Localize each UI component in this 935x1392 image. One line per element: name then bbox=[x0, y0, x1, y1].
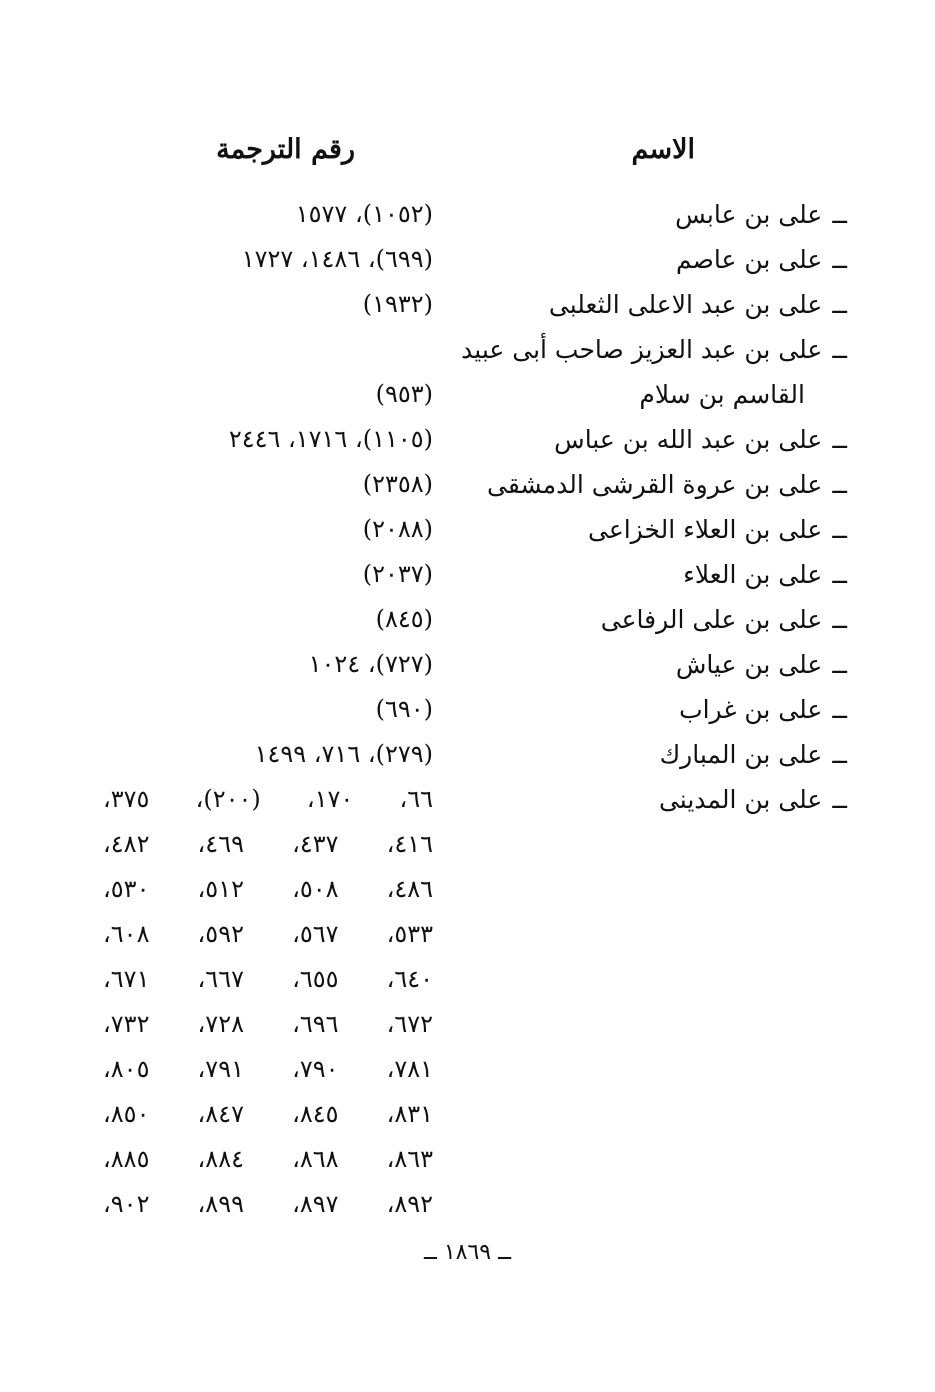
name-text: على بن غراب bbox=[679, 695, 823, 724]
number-grid-cell: ١٧٠، bbox=[306, 785, 354, 813]
number-grid-cell: ٤٨٢، bbox=[103, 830, 150, 858]
number-grid-cell: ٥١٢، bbox=[197, 875, 244, 903]
number-entry: (١٠٥٢)، ١٥٧٧ bbox=[295, 200, 433, 228]
name-text: على بن العلاء bbox=[683, 560, 823, 589]
number-grid-cell: ٨٨٥، bbox=[103, 1145, 150, 1173]
number-grid-cell: ٥٩٢، bbox=[197, 920, 244, 948]
number-grid-cell: ٦٦٧، bbox=[197, 965, 244, 993]
number-grid-cell: ٦٠٨، bbox=[103, 920, 150, 948]
number-grid-row bbox=[103, 1137, 433, 1182]
name-text: على بن على الرفاعى bbox=[600, 605, 823, 634]
number-grid-cell: ٧٢٨، bbox=[197, 1010, 244, 1038]
entry-dash: ــ bbox=[832, 785, 847, 814]
name-entry bbox=[447, 327, 847, 372]
number-entry: (٧٢٧)، ١٠٢٤ bbox=[308, 650, 433, 678]
page-number: ــ ١٨٦٩ ــ bbox=[423, 1240, 512, 1265]
number-grid-cell: ٨٩٧، bbox=[292, 1190, 339, 1218]
number-grid-cell: ٦٧١، bbox=[103, 965, 150, 993]
entry-dash: ــ bbox=[832, 200, 847, 229]
number-grid-cell: ٦٥٥، bbox=[292, 965, 339, 993]
name-entry bbox=[447, 372, 847, 417]
number-grid-cell: ٨٣١، bbox=[386, 1100, 433, 1128]
name-entry bbox=[447, 462, 847, 507]
name-entry bbox=[447, 597, 847, 642]
entry-dash: ــ bbox=[832, 290, 847, 319]
entry-dash: ــ bbox=[832, 515, 847, 544]
name-entry bbox=[447, 552, 847, 597]
number-grid-cell: ٦٧٢، bbox=[386, 1010, 433, 1038]
number-entry: (٨٤٥) bbox=[375, 605, 433, 633]
number-grid-cell: ٩٠٢، bbox=[103, 1190, 150, 1218]
number-entry: (٢٣٥٨) bbox=[362, 470, 433, 498]
number-grid-cell: ٨٥٠، bbox=[103, 1100, 150, 1128]
number-grid-cell: ٥٦٧، bbox=[292, 920, 339, 948]
name-entry bbox=[447, 777, 847, 822]
name-entry bbox=[447, 282, 847, 327]
number-grid-cell: ٦٦، bbox=[399, 785, 433, 813]
number-grid-cell: ٦٩٦، bbox=[292, 1010, 339, 1038]
name-entry bbox=[447, 642, 847, 687]
number-entry: (١٩٣٢) bbox=[362, 290, 433, 318]
number-grid-cell: ٥٣٠، bbox=[103, 875, 150, 903]
number-grid-row bbox=[103, 912, 433, 957]
number-grid-row bbox=[103, 867, 433, 912]
name-entry bbox=[447, 507, 847, 552]
entry-dash: ــ bbox=[832, 335, 847, 364]
number-entry: (٦٩٠) bbox=[375, 695, 433, 723]
number-grid-cell: ٧٩٠، bbox=[292, 1055, 339, 1083]
name-entry bbox=[447, 192, 847, 237]
number-entry: (٦٩٩)، ١٤٨٦، ١٧٢٧ bbox=[241, 245, 433, 273]
name-text: على بن العلاء الخزاعى bbox=[587, 515, 823, 544]
name-entry bbox=[447, 237, 847, 282]
name-text: القاسم بن سلام bbox=[639, 380, 805, 409]
number-grid-row bbox=[103, 1047, 433, 1092]
number-grid-cell: ٦٤٠، bbox=[386, 965, 433, 993]
number-grid-cell: ٨٠٥، bbox=[103, 1055, 150, 1083]
number-grid-cell: ٤٣٧، bbox=[292, 830, 339, 858]
number-grid-cell: ٨٨٤، bbox=[197, 1145, 244, 1173]
name-text: على بن المبارك bbox=[659, 740, 823, 769]
entry-dash: ــ bbox=[832, 560, 847, 589]
number-grid-row bbox=[103, 777, 433, 822]
entry-dash: ــ bbox=[832, 695, 847, 724]
number-grid-cell: ٥٣٣، bbox=[386, 920, 433, 948]
name-text: على بن عياش bbox=[675, 650, 823, 679]
number-grid-cell: ٨٤٧، bbox=[197, 1100, 244, 1128]
number-entry bbox=[33, 327, 433, 372]
name-text: على بن المدينى bbox=[658, 785, 823, 814]
names-column bbox=[447, 192, 847, 822]
number-entry: (٢٠٣٧) bbox=[362, 560, 433, 588]
number-grid-row bbox=[103, 1002, 433, 1047]
number-entry: (١١٠٥)، ١٧١٦، ٢٤٤٦ bbox=[228, 425, 433, 453]
number-grid-row bbox=[103, 822, 433, 867]
numbers-column bbox=[33, 192, 433, 1227]
number-entry: (٢٠٨٨) bbox=[362, 515, 433, 543]
name-text: على بن عبد العزيز صاحب أبى عبيد bbox=[461, 335, 823, 364]
number-column-header: رقم الترجمة bbox=[216, 134, 355, 165]
number-grid-cell: ٨٦٨، bbox=[292, 1145, 339, 1173]
name-text: على بن عاصم bbox=[676, 245, 823, 274]
name-entry bbox=[447, 732, 847, 777]
number-grid-cell: ٤١٦، bbox=[386, 830, 433, 858]
number-grid-cell: (٢٠٠)، bbox=[195, 785, 261, 813]
entry-dash: ــ bbox=[832, 470, 847, 499]
name-text: على بن عروة القرشى الدمشقى bbox=[487, 470, 823, 499]
entry-dash: ــ bbox=[832, 605, 847, 634]
entry-dash: ــ bbox=[832, 740, 847, 769]
number-grid-cell: ٣٧٥، bbox=[103, 785, 150, 813]
entry-dash: ــ bbox=[832, 425, 847, 454]
number-grid-cell: ٨٦٣، bbox=[386, 1145, 433, 1173]
number-grid-cell: ٤٦٩، bbox=[197, 830, 244, 858]
number-entry: (٢٧٩)، ٧١٦، ١٤٩٩ bbox=[254, 740, 433, 768]
name-text: على بن عبد الله بن عباس bbox=[554, 425, 823, 454]
number-grid-cell: ٥٠٨، bbox=[292, 875, 339, 903]
number-grid-cell: ٧٨١، bbox=[386, 1055, 433, 1083]
name-text: على بن عبد الاعلى الثعلبى bbox=[548, 290, 823, 319]
number-grid-row bbox=[103, 1182, 433, 1227]
number-grid-cell: ٨٩٩، bbox=[197, 1190, 244, 1218]
number-grid-cell: ٧٣٢، bbox=[103, 1010, 150, 1038]
name-entry bbox=[447, 417, 847, 462]
number-entry: (٩٥٣) bbox=[375, 380, 433, 408]
number-grid-cell: ٤٨٦، bbox=[386, 875, 433, 903]
name-column-header: الاسم bbox=[631, 134, 695, 165]
number-grid-cell: ٨٤٥، bbox=[292, 1100, 339, 1128]
name-entry bbox=[447, 687, 847, 732]
entry-dash: ــ bbox=[832, 245, 847, 274]
number-grid-cell: ٧٩١، bbox=[197, 1055, 244, 1083]
number-grid-cell: ٨٩٢، bbox=[386, 1190, 433, 1218]
entry-dash: ــ bbox=[832, 650, 847, 679]
number-grid-row bbox=[103, 957, 433, 1002]
name-text: على بن عابس bbox=[675, 200, 823, 229]
number-grid-row bbox=[103, 1092, 433, 1137]
